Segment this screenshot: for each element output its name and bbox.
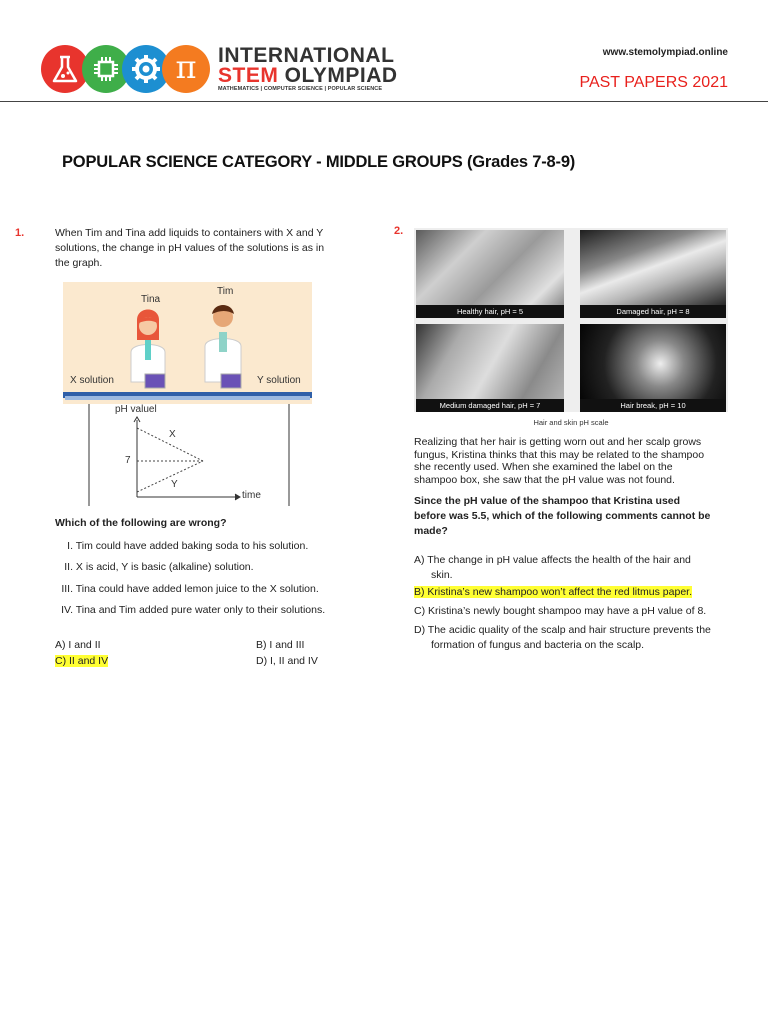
q2-question: Since the pH value of the shampoo that Kristina used before was 5.5, which of the following comments cannot be made? (414, 495, 711, 537)
q1-option-c[interactable]: C) II and IV (55, 655, 109, 667)
hair-break-photo: Hair break, pH = 10 (580, 324, 726, 412)
q2-option-b[interactable]: B) Kristina’s new shampoo won’t affect the red litmus paper. (414, 586, 693, 598)
q1-option-a[interactable]: A) I and II (55, 639, 101, 651)
list-item: I. Tim could have added baking soda to his solution. (67, 540, 309, 552)
question-number: 2. (394, 225, 404, 237)
question-number: 1. (15, 227, 25, 239)
brand-line1: INTERNATIONAL (218, 44, 395, 67)
y-solution-label: Y solution (257, 375, 301, 386)
lab-illustration (63, 282, 312, 404)
hair-photos-figure (414, 228, 728, 412)
q1-option-d[interactable]: D) I, II and IV (256, 655, 318, 667)
brand-line2: STEM OLYMPIAD (218, 64, 398, 87)
graph-label-y: Y (171, 479, 178, 490)
tina-figure (131, 310, 165, 383)
q2-option-d[interactable]: D) The acidic quality of the scalp and hair structure prevents the formation of fungus and bacteria on the scalp. (414, 624, 711, 651)
page-title: POPULAR SCIENCE CATEGORY - MIDDLE GROUPS (Grades 7-8-9) (62, 153, 576, 171)
list-item: IV. Tina and Tim added pure water only to their solutions. (61, 604, 326, 616)
damaged-hair-photo: Damaged hair, pH = 8 (580, 230, 726, 318)
q1-option-b[interactable]: B) I and III (256, 639, 305, 651)
brand-subjects: MATHEMATICS | COMPUTER SCIENCE | POPULAR SCIENCE (218, 86, 383, 92)
medium-damaged-hair-photo: Medium damaged hair, pH = 7 (416, 324, 564, 412)
graph-tick-7: 7 (125, 455, 131, 466)
x-solution-label: X solution (70, 375, 114, 386)
q1-question: Which of the following are wrong? (55, 517, 227, 529)
q2-intro: Realizing that her hair is getting worn out and her scalp grows fungus, Kristina thinks that this may be related to the shampoo she recently used. When she examined the label on the shampoo box, she saw that the pH value was not found. (414, 436, 705, 486)
pi-icon: π (162, 45, 210, 93)
ph-graph (85, 400, 295, 510)
list-item: II. X is acid, Y is basic (alkaline) solution. (64, 561, 254, 573)
figure-caption: Hair and skin pH scale (533, 418, 609, 427)
graph-label-x: X (169, 429, 176, 440)
q1-intro: When Tim and Tina add liquids to containers with X and Y solutions, the change in pH values of the solutions is as in the graph. (55, 227, 325, 269)
healthy-hair-photo: Healthy hair, pH = 5 (416, 230, 564, 318)
website-link[interactable]: www.stemolympiad.online (602, 47, 728, 58)
graph-xlabel: time (242, 490, 261, 501)
tim-figure (205, 305, 241, 382)
q2-option-c[interactable]: C) Kristina’s newly bought shampoo may have a pH value of 8. (414, 605, 707, 617)
header-divider (0, 101, 768, 102)
graph-ylabel: pH valuel (115, 404, 157, 415)
list-item: III. Tina could have added lemon juice to the X solution. (61, 583, 319, 595)
tim-label: Tim (217, 286, 234, 297)
q2-option-a[interactable]: A) The change in pH value affects the health of the hair and skin. (414, 554, 691, 581)
past-papers-label: PAST PAPERS 2021 (579, 74, 728, 91)
tina-label: Tina (141, 294, 161, 305)
